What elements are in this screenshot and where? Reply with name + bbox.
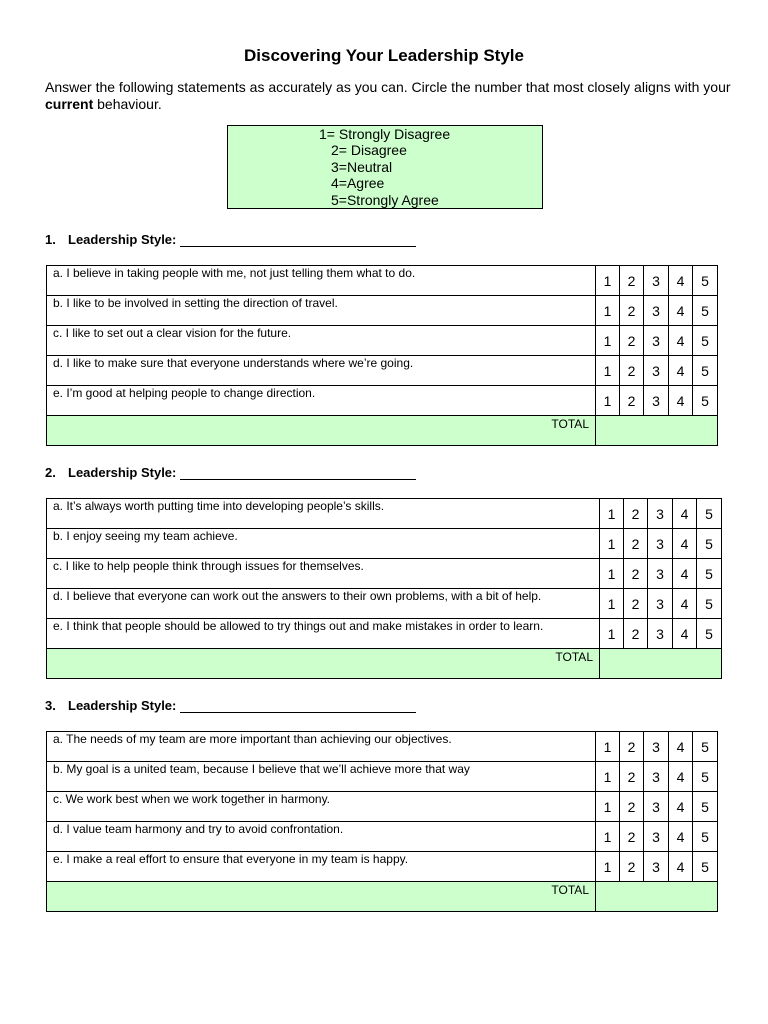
rating-option[interactable]: 3 bbox=[644, 792, 669, 822]
rating-option[interactable]: 1 bbox=[596, 732, 620, 762]
instructions bbox=[45, 79, 735, 113]
statement: d. I like to make sure that everyone understands where we’re going. bbox=[47, 356, 596, 386]
rating-option[interactable]: 4 bbox=[673, 499, 697, 529]
rating-option[interactable]: 2 bbox=[624, 619, 648, 649]
rating-option[interactable]: 3 bbox=[648, 619, 673, 649]
rating-option[interactable]: 1 bbox=[596, 296, 620, 326]
rating-option[interactable]: 2 bbox=[620, 326, 644, 356]
table-row bbox=[47, 296, 718, 326]
section-heading bbox=[45, 232, 416, 247]
rating-option[interactable]: 2 bbox=[620, 266, 644, 296]
rating-option[interactable]: 1 bbox=[600, 559, 624, 589]
table-row bbox=[47, 356, 718, 386]
rating-option[interactable]: 3 bbox=[644, 762, 669, 792]
rating-option[interactable]: 2 bbox=[624, 589, 648, 619]
rating-option[interactable]: 1 bbox=[600, 529, 624, 559]
table-row bbox=[47, 822, 718, 852]
rating-option[interactable]: 4 bbox=[669, 822, 693, 852]
scale-item: 2= Disagree bbox=[331, 142, 407, 159]
scale-item: 4=Agree bbox=[331, 175, 385, 192]
rating-option[interactable]: 3 bbox=[644, 386, 669, 416]
rating-option[interactable]: 3 bbox=[648, 559, 673, 589]
statement: b. I enjoy seeing my team achieve. bbox=[47, 529, 600, 559]
rating-option[interactable]: 3 bbox=[644, 822, 669, 852]
rating-option[interactable]: 2 bbox=[620, 822, 644, 852]
rating-option[interactable]: 2 bbox=[624, 529, 648, 559]
table-row bbox=[47, 266, 718, 296]
scale-item: 1= Strongly Disagree bbox=[319, 126, 451, 142]
section-number: 3. bbox=[45, 698, 56, 713]
rating-option[interactable]: 2 bbox=[624, 559, 648, 589]
leadership-style-answer-line[interactable] bbox=[180, 234, 416, 247]
statements-table bbox=[46, 265, 718, 446]
rating-option[interactable]: 1 bbox=[600, 499, 624, 529]
rating-option[interactable]: 1 bbox=[596, 762, 620, 792]
rating-option[interactable]: 4 bbox=[669, 296, 693, 326]
rating-option[interactable]: 5 bbox=[697, 619, 722, 649]
statement: e. I’m good at helping people to change direction. bbox=[47, 386, 596, 416]
total-row bbox=[47, 882, 718, 912]
rating-option[interactable]: 5 bbox=[693, 356, 718, 386]
table-row bbox=[47, 852, 718, 882]
statement: d. I believe that everyone can work out the answers to their own problems, with a bit of help. bbox=[47, 589, 600, 619]
rating-option[interactable]: 5 bbox=[697, 529, 722, 559]
rating-option[interactable]: 4 bbox=[669, 792, 693, 822]
rating-option[interactable]: 2 bbox=[624, 499, 648, 529]
leadership-style-answer-line[interactable] bbox=[180, 700, 416, 713]
section-heading-label: Leadership Style: bbox=[68, 465, 177, 480]
rating-option[interactable]: 1 bbox=[596, 386, 620, 416]
rating-option[interactable]: 4 bbox=[673, 619, 697, 649]
rating-option[interactable]: 1 bbox=[596, 852, 620, 882]
instructions-emphasis: current bbox=[45, 96, 94, 112]
rating-option[interactable]: 5 bbox=[697, 559, 722, 589]
rating-option[interactable]: 1 bbox=[596, 266, 620, 296]
rating-option[interactable]: 1 bbox=[600, 619, 624, 649]
scale-item: 3=Neutral bbox=[331, 158, 393, 175]
section-heading bbox=[45, 465, 416, 480]
table-row bbox=[47, 762, 718, 792]
statement: e. I make a real effort to ensure that everyone in my team is happy. bbox=[47, 852, 596, 882]
section-heading-label: Leadership Style: bbox=[68, 232, 177, 247]
table-row bbox=[47, 326, 718, 356]
rating-option[interactable]: 5 bbox=[693, 732, 718, 762]
table-row bbox=[47, 732, 718, 762]
section-number: 2. bbox=[45, 465, 56, 480]
total-input-cell[interactable] bbox=[596, 882, 718, 912]
statement: b. My goal is a united team, because I believe that we’ll achieve more that way bbox=[47, 762, 596, 792]
table-row bbox=[47, 529, 722, 559]
statement: a. I believe in taking people with me, not just telling them what to do. bbox=[47, 266, 596, 296]
instructions-text: Answer the following statements as accurately as you can. Circle the number that most closely aligns with your bbox=[45, 79, 731, 95]
table-row bbox=[47, 386, 718, 416]
rating-option[interactable]: 4 bbox=[673, 589, 697, 619]
statement: e. I think that people should be allowed to try things out and make mistakes in order to learn. bbox=[47, 619, 600, 649]
rating-option[interactable]: 5 bbox=[693, 266, 718, 296]
section-heading bbox=[45, 698, 416, 713]
statements-table bbox=[46, 731, 718, 912]
rating-option[interactable]: 4 bbox=[673, 559, 697, 589]
rating-option[interactable]: 2 bbox=[620, 296, 644, 326]
rating-option[interactable]: 3 bbox=[644, 732, 669, 762]
total-input-cell[interactable] bbox=[600, 649, 722, 679]
rating-option[interactable]: 3 bbox=[648, 589, 673, 619]
rating-option[interactable]: 3 bbox=[644, 356, 669, 386]
total-input-cell[interactable] bbox=[596, 416, 718, 446]
rating-option[interactable]: 2 bbox=[620, 762, 644, 792]
table-row bbox=[47, 589, 722, 619]
rating-option[interactable]: 5 bbox=[697, 589, 722, 619]
rating-option[interactable]: 4 bbox=[669, 356, 693, 386]
rating-option[interactable]: 5 bbox=[697, 499, 722, 529]
page-title: Discovering Your Leadership Style bbox=[244, 46, 524, 65]
rating-option[interactable]: 3 bbox=[644, 326, 669, 356]
rating-option[interactable]: 4 bbox=[669, 762, 693, 792]
rating-option[interactable]: 2 bbox=[620, 852, 644, 882]
rating-option[interactable]: 5 bbox=[693, 822, 718, 852]
rating-option[interactable]: 3 bbox=[644, 266, 669, 296]
rating-option[interactable]: 4 bbox=[669, 852, 693, 882]
rating-option[interactable]: 3 bbox=[648, 529, 673, 559]
section-heading-label: Leadership Style: bbox=[68, 698, 177, 713]
statement: d. I value team harmony and try to avoid confrontation. bbox=[47, 822, 596, 852]
rating-option[interactable]: 4 bbox=[669, 386, 693, 416]
rating-option[interactable]: 1 bbox=[596, 326, 620, 356]
scale-item: 5=Strongly Agree bbox=[331, 191, 439, 208]
rating-option[interactable]: 2 bbox=[620, 386, 644, 416]
rating-option[interactable]: 4 bbox=[669, 732, 693, 762]
rating-option[interactable]: 4 bbox=[669, 326, 693, 356]
rating-option[interactable]: 5 bbox=[693, 386, 718, 416]
rating-option[interactable]: 1 bbox=[600, 589, 624, 619]
rating-option[interactable]: 4 bbox=[669, 266, 693, 296]
total-row bbox=[47, 649, 722, 679]
table-row bbox=[47, 619, 722, 649]
rating-option[interactable]: 5 bbox=[693, 792, 718, 822]
rating-option[interactable]: 5 bbox=[693, 762, 718, 792]
rating-option[interactable]: 4 bbox=[673, 529, 697, 559]
statement: b. I like to be involved in setting the direction of travel. bbox=[47, 296, 596, 326]
statement: a. The needs of my team are more important than achieving our objectives. bbox=[47, 732, 596, 762]
statement: c. I like to set out a clear vision for the future. bbox=[47, 326, 596, 356]
table-row bbox=[47, 559, 722, 589]
statement: c. We work best when we work together in harmony. bbox=[47, 792, 596, 822]
rating-option[interactable]: 5 bbox=[693, 296, 718, 326]
rating-option[interactable]: 2 bbox=[620, 356, 644, 386]
table-row bbox=[47, 792, 718, 822]
rating-option[interactable]: 1 bbox=[596, 822, 620, 852]
rating-option[interactable]: 3 bbox=[648, 499, 673, 529]
section-number: 1. bbox=[45, 232, 56, 247]
total-label: TOTAL bbox=[47, 649, 600, 679]
rating-option[interactable]: 2 bbox=[620, 792, 644, 822]
total-label: TOTAL bbox=[47, 416, 596, 446]
rating-scale-legend bbox=[227, 125, 543, 209]
table-row bbox=[47, 499, 722, 529]
total-label: TOTAL bbox=[47, 882, 596, 912]
rating-option[interactable]: 3 bbox=[644, 852, 669, 882]
rating-option[interactable]: 2 bbox=[620, 732, 644, 762]
rating-option[interactable]: 5 bbox=[693, 326, 718, 356]
statement: c. I like to help people think through issues for themselves. bbox=[47, 559, 600, 589]
instructions-text-end: behaviour. bbox=[93, 96, 162, 112]
statements-table bbox=[46, 498, 722, 679]
rating-option[interactable]: 1 bbox=[596, 356, 620, 386]
rating-option[interactable]: 1 bbox=[596, 792, 620, 822]
rating-option[interactable]: 5 bbox=[693, 852, 718, 882]
leadership-style-answer-line[interactable] bbox=[180, 467, 416, 480]
rating-option[interactable]: 3 bbox=[644, 296, 669, 326]
statement: a. It’s always worth putting time into developing people’s skills. bbox=[47, 499, 600, 529]
total-row bbox=[47, 416, 718, 446]
